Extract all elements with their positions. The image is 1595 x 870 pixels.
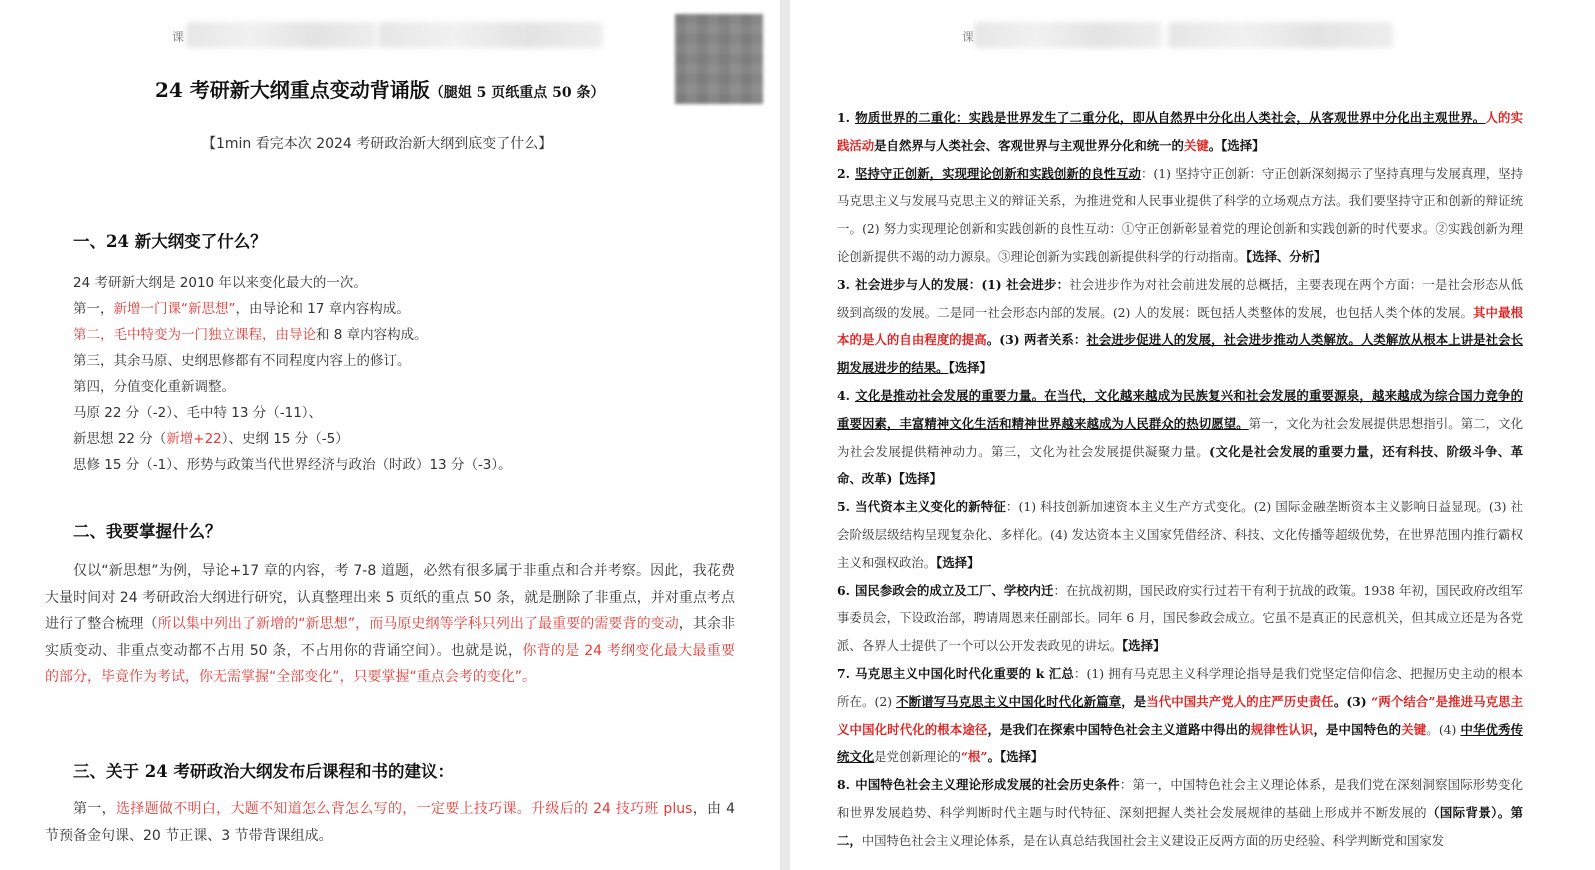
text-span: ，是 (1121, 693, 1147, 709)
text-line: 马原 22 分（-2）、毛中特 13 分（-11）、 (73, 405, 323, 421)
list-item (837, 382, 1523, 493)
item-number: 2. (837, 165, 850, 181)
highlight-text: 其中最根本的是人的自由程度的提高 (837, 304, 1524, 348)
section-heading-2: 二、我要掌握什么？ (73, 522, 222, 541)
text-span: 。(4) (1426, 721, 1461, 737)
text-span: 。(3) (1333, 693, 1372, 709)
item-tag: 。【选择】 (987, 749, 1044, 765)
list-item (837, 771, 1523, 854)
text-line: 思修 15 分（-1）、形势与政策当代世界经济与政治（时政）13 分（-3）。 (73, 457, 512, 473)
text-line (73, 323, 428, 343)
section-heading-1: 一、24 新大纲变了什么？ (73, 232, 267, 251)
text-span: 国民参政会的成立及工厂、学校内迁 (855, 582, 1054, 598)
text-line (73, 427, 349, 447)
text-span: ，由 4 节预备金句课、20 节正课、3 节带背课组成。 (45, 801, 736, 844)
list-item (837, 577, 1523, 660)
highlight-text: 第二，毛中特变为一门独立课程，由导论 (73, 327, 316, 343)
highlight-text: 关键 (1183, 137, 1209, 153)
text-line (73, 297, 410, 317)
header-char: 课 (172, 30, 185, 44)
header-char: 课 (962, 30, 975, 44)
highlight-text: 关键 (1401, 721, 1427, 737)
text-span: 第一， (73, 801, 116, 817)
text-span: 社会进步作为对社会前进发展的总概括，主要表现在两个方面：一是社会形态从低级到高级的发展。二是同一社会形态内部的发展。(2) 人的发展：既包括人类整体的发展，也包括人类个体的发展。 (837, 276, 1523, 320)
document-page-right (790, 0, 1595, 870)
text-span: 。(3) 两者关系： (986, 332, 1087, 348)
text-span: ，是中国特色的 (1313, 721, 1402, 737)
text-span: 第一，文化为社会发展提供思想指引。第二，文化为社会发展提供精神动力。第三，文化为社会发展提供凝聚力量。 (837, 415, 1524, 459)
text-span: 社会进步与人的发展：(1) 社会进步： (855, 276, 1070, 292)
highlight-text: 规律性认识 (1250, 721, 1314, 737)
list-item (837, 271, 1523, 382)
list-item (837, 160, 1523, 271)
section3-paragraph (45, 796, 735, 849)
text-line: 24 考研新大纲是 2010 年以来变化最大的一次。 (73, 275, 367, 291)
blurred-qr-code (675, 14, 763, 104)
text-span: ）、史纲 15 分（-5） (221, 431, 349, 447)
document-title (155, 74, 605, 103)
text-span: ，其余非实质变动、非重点变动都不占用 50 条，不占用你的背诵空间）。也就是说， (45, 616, 736, 659)
text-span: （国际背景）。第二， (837, 804, 1523, 848)
text-span: 中国特色社会主义理论形成发展的社会历史条件 (855, 777, 1120, 793)
blurred-header-text (186, 22, 376, 48)
item-number: 5. (837, 499, 850, 515)
highlight-text: 新增+22 (166, 431, 222, 447)
text-span: 是自然界与人类社会、客观世界与主观世界分化和统一的 (874, 137, 1184, 153)
text-span: 中国特色社会主义理论体系，是在认真总结我国社会主义建设正反两方面的历史经验、科学判断党和国家发 (861, 832, 1445, 848)
item-tag: 。【选择】 (1208, 137, 1265, 153)
section-heading-3: 三、关于 24 考研政治大纲发布后课程和书的建议： (73, 762, 454, 781)
item-tag: 【选择】 (1121, 638, 1166, 654)
text-span: 新思想 22 分（ (73, 431, 167, 447)
item-tag: 【选择】 (892, 471, 942, 487)
text-span: 仅以“新思想”为例，导论+17 章的内容，考 7-8 道题，必然有很多属于非重点和合并考察。因此，我花费大量时间对 24 考研政治大纲进行研究，认真整理出来 5 页纸的重点 50 条，就是删除了非重点，并对重点考点进行了整合梳理（ (45, 563, 735, 632)
text-span: 社会进步促进人的发展，社会进步推动人类解放。人类解放从根本上讲是社会长期发展进步的结果。 (837, 332, 1523, 376)
title-text: 24 考研新大纲重点变动背诵版 (155, 78, 430, 102)
item-number: 7. (837, 665, 850, 681)
highlight-text: 人的实践活动 (837, 110, 1524, 153)
item-tag: 【选择、分析】 (1245, 248, 1327, 264)
text-span: 和 8 章内容构成。 (316, 327, 428, 343)
text-span: ，是我们在探索中国特色社会主义道路中得出的 (987, 721, 1251, 737)
document-subtitle: 【1min 看完本次 2024 考研政治新大纲到底变了什么】 (202, 136, 553, 152)
text-span: ：(1) 坚持守正创新：守正创新深刻揭示了坚持真理与发展真理，坚持马克思主义与发展马克思主义的辩证关系，为推进党和人民事业提供了科学的立场观点方法。我们要坚持守正和创新的辩证统一。(2) 努力实现理论创新和实践创新的良性互动：①守正创新彰显着党的理论创新和实践创新的时代要求。②实践创新为理论创新提供不竭的动力源泉。③理论创新为实践创新提供科学的行动指南。 (837, 165, 1523, 264)
text-span: ，由导论和 17 章内容构成。 (235, 301, 410, 317)
title-note: （腿姐 5 页纸重点 50 条） (429, 85, 605, 101)
text-span: ：在抗战初期，国民政府实行过若干有利于抗战的政策。1938 年初，国民政府改组军事委员会，下设政治部，聘请周恩来任副部长。同年 6 月，国民参政会成立。它虽不是真正的民意机关，但其成立还是为各党派、各界人士提供了一个可以公开发表政见的讲坛。 (837, 582, 1523, 654)
text-span: 坚持守正创新，实现理论创新和实践创新的良性互动 (855, 165, 1141, 181)
item-tag: 【选择】 (936, 554, 980, 570)
item-number: 8. (837, 777, 850, 793)
list-item (837, 493, 1523, 576)
list-item (837, 104, 1523, 160)
highlight-text: 当代中国共产党人的庄严历史责任 (1146, 693, 1334, 709)
text-span: 中华优秀传统文化 (837, 721, 1524, 765)
text-span: 是党创新理论的 (874, 749, 961, 765)
text-span: ：(1) 拥有马克思主义科学理论指导是我们党坚定信仰信念、把握历史主动的根本所在。(2) (837, 665, 1523, 709)
text-span: 文化是推动社会发展的重要力量。在当代，文化越来越成为民族复兴和社会发展的重要源泉，越来越成为综合国力竞争的重要因素，丰富精神文化生活和精神世界越来越成为人民群众的热切愿望。 (837, 387, 1523, 431)
highlight-text: 你背的是 24 考纲变化最大最重要的部分，毕竟作为考试，你无需掌握“全部变化”，只要掌握“重点会考的变化”。 (45, 642, 735, 685)
item-number: 6. (837, 582, 850, 598)
text-span: 第一， (73, 301, 114, 317)
highlight-text: “根” (960, 749, 988, 765)
text-span: (文化是社会发展的重要力量，还有科技、阶级斗争、革命、改革) (837, 443, 1523, 487)
highlight-text: “两个结合”是推进马克思主义中国化时代化的根本途径 (837, 693, 1524, 737)
highlight-text: 所以集中列出了新增的“新思想”，而马原史纲等学科只列出了最重要的需要背的变动 (157, 616, 679, 632)
highlight-text: 选择题做不明白，大题不知道怎么背怎么写的，一定要上技巧课。升级后的 24 技巧班 plus (115, 801, 693, 817)
highlight-text: 新增一门课“新思想” (113, 301, 236, 317)
item-number: 1. (837, 110, 850, 125)
item-number: 4. (837, 387, 850, 403)
text-span: 物质世界的二重化：实践是世界发生了二重分化，即从自然界中分化出人类社会，从客观世界中分化出主观世界。 (855, 110, 1486, 125)
text-span: 当代资本主义变化的新特征 (855, 499, 1006, 515)
blurred-header-text (974, 22, 1162, 48)
item-tag: 【选择】 (948, 360, 992, 376)
text-line: 第三，其余马原、史纲思修都有不同程度内容上的修订。 (73, 353, 411, 369)
document-page-left (0, 0, 780, 870)
list-item (837, 660, 1523, 771)
text-line: 第四，分值变化重新调整。 (73, 379, 235, 395)
text-span: 马克思主义中国化时代化重要的 k 汇总 (855, 665, 1074, 681)
text-span: ：(1) 科技创新加速资本主义生产方式变化。(2) 国际金融垄断资本主义影响日益显现。(3) 社会阶级层级结构呈现复杂化、多样化。(4) 发达资本主义国家凭借经济、科技、文化传播等超级优势，在世界范围内推行霸权主义和强权政治。 (837, 499, 1523, 570)
section2-paragraph (45, 558, 735, 691)
key-points-list (837, 104, 1523, 855)
blurred-header-text (1168, 22, 1393, 48)
text-span: 不断谱写马克思主义中国化时代化新篇章 (896, 693, 1122, 709)
text-span: ：第一，中国特色社会主义理论体系，是我们党在深刻洞察国际形势变化和世界发展趋势、科学判断时代主题与时代特征、深刻把握人类社会发展规律的基础上形成并不断发展的 (837, 777, 1524, 820)
item-number: 3. (837, 276, 850, 292)
blurred-header-text (378, 22, 603, 48)
